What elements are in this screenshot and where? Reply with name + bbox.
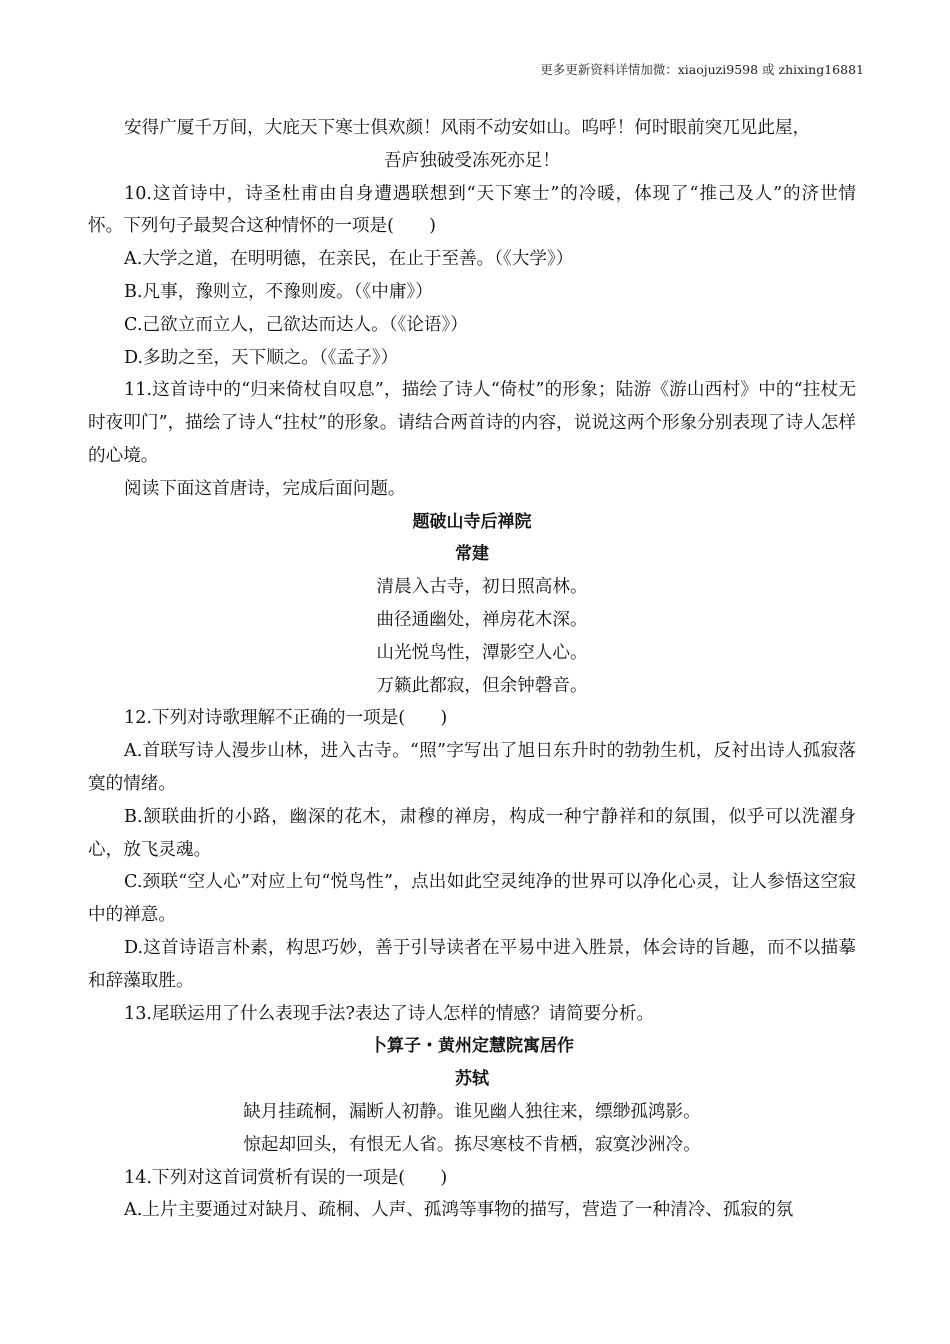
question-10-option-a: A.大学之道，在明明德，在亲民，在止于至善。（《大学》） [124, 249, 574, 270]
question-12-stem: 12.下列对诗歌理解不正确的一项是( ) [124, 708, 448, 729]
poem2-line: 清晨入古寺，初日照高林。 [376, 577, 588, 598]
question-12-option-a: A.首联写诗人漫步山林，进入古寺。“照”字写出了旭日东升时的勃勃生机，反衬出诗人孤寂落寞的情绪。 [88, 741, 856, 794]
document-body [88, 112, 856, 1227]
poem1-line: 安得广厦千万间，大庇天下寒士俱欢颜！风雨不动安如山。呜呼！何时眼前突兀见此屋， [124, 118, 811, 138]
question-14-option-a: A.上片主要通过对缺月、疏桐、人声、孤鸿等事物的描写，营造了一种清冷、孤寂的氛 [124, 1200, 794, 1221]
question-10-option-c: C.己欲立而立人，己欲达而达人。（《论语》） [124, 314, 468, 335]
question-10-option-b: B.凡事，豫则立，不豫则废。（《中庸》） [124, 281, 433, 302]
poem1-line: 吾庐独破受冻死亦足！ [384, 150, 560, 171]
poem3-line: 缺月挂疏桐，漏断人初静。谁见幽人独往来，缥缈孤鸿影。 [243, 1101, 701, 1122]
page-header: 更多更新资料详情加微：xiaojuzi9598 或 zhixing16881 [540, 62, 864, 77]
poem2-line: 山光悦鸟性，潭影空人心。 [376, 642, 588, 663]
poem2-line: 曲径通幽处，禅房花木深。 [376, 609, 588, 630]
poem3-author: 苏轼 [455, 1069, 489, 1090]
question-13-stem: 13.尾联运用了什么表现手法?表达了诗人怎样的情感？请简要分析。 [124, 1003, 655, 1024]
question-11-stem: 11.这首诗中的“归来倚杖自叹息”，描绘了诗人“倚杖”的形象；陆游《游山西村》中的“拄杖无时夜叩门”，描绘了诗人“拄杖”的形象。请结合两首诗的内容，说说这两个形象分别表现了诗人怎样的心境。 [88, 380, 856, 466]
poem2-line: 万籁此都寂，但余钟磬音。 [376, 675, 588, 696]
question-10-stem: 10.这首诗中，诗圣杜甫由自身遭遇联想到“天下寒士”的冷暖，体现了“推己及人”的济世情怀。下列句子最契合这种情怀的一项是( ) [88, 183, 856, 237]
reading-intro: 阅读下面这首唐诗，完成后面问题。 [124, 478, 406, 499]
question-12-option-c: C.颈联“空人心”对应上句“悦鸟性”，点出如此空灵纯净的世界可以净化心灵，让人参悟这空寂中的禅意。 [88, 872, 856, 926]
question-12-option-d: D.这首诗语言朴素，构思巧妙，善于引导读者在平易中进入胜景，体会诗的旨趣，而不以描摹和辞藻取胜。 [88, 937, 856, 991]
question-10-option-d: D.多助之至，天下顺之。（《孟子》） [124, 347, 399, 368]
question-12-option-b: B.颔联曲折的小路，幽深的花木，肃穆的禅房，构成一种宁静祥和的氛围，似乎可以洗濯身心，放飞灵魂。 [88, 806, 856, 860]
poem2-author: 常建 [455, 544, 489, 565]
poem3-line: 惊起却回头，有恨无人省。拣尽寒枝不肯栖，寂寞沙洲冷。 [243, 1134, 701, 1155]
question-14-stem: 14.下列对这首词赏析有误的一项是( ) [124, 1167, 448, 1188]
poem2-title: 题破山寺后禅院 [412, 511, 532, 532]
poem3-title: 卜算子・黄州定慧院寓居作 [370, 1036, 574, 1057]
